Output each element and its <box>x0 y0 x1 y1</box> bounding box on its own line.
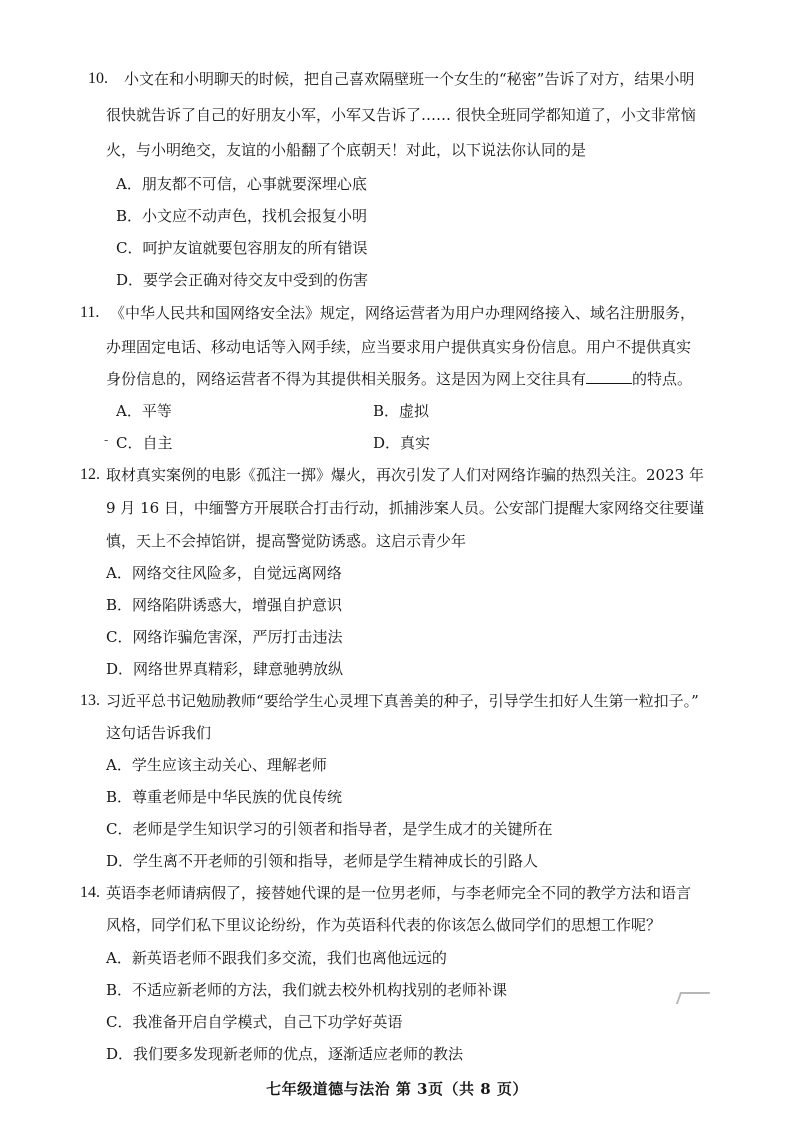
question-number: 14. <box>80 884 100 901</box>
question-stem-line: 慎，天上不会掉馅饼，提高警觉防诱惑。这启示青少年 <box>106 532 467 550</box>
option-c: C．呵护友谊就要包容朋友的所有错误 <box>116 239 368 257</box>
option-c: C．我准备开启自学模式，自己下功学好英语 <box>106 1013 403 1031</box>
page-footer: 七年级道德与法治 第 3页（共 8 页） <box>266 1080 528 1098</box>
option-d: D．网络世界真精彩，肆意驰骋放纵 <box>106 660 344 678</box>
question-stem-line: 取材真实案例的电影《孤注一掷》爆火，再次引发了人们对网络诈骗的热烈关注。2023 年 <box>106 466 704 484</box>
option-d: D．要学会正确对待交友中受到的伤害 <box>116 271 369 289</box>
question-stem-line <box>106 369 692 389</box>
option-c: C．网络诈骗危害深，严厉打击违法 <box>106 628 343 646</box>
option-a: A．朋友都不可信，心事就要深埋心底 <box>116 175 367 193</box>
question-stem-line: 火，与小明绝交，友谊的小船翻了个底朝天！对此，以下说法你认同的是 <box>106 141 587 159</box>
option-b: B．尊重老师是中华民族的优良传统 <box>106 788 343 806</box>
option-d: D．真实 <box>373 434 431 452</box>
question-stem-line: 这句话告诉我们 <box>106 724 212 742</box>
question-stem-line: 风格，同学们私下里议论纷纷，作为英语科代表的你该怎么做同学们的思想工作呢？ <box>106 916 662 934</box>
question-stem-line: 9 月 16 日，中缅警方开展联合打击行动，抓捕涉案人员。公安部门提醒大家网络交往要谨 <box>106 499 704 517</box>
question-number: 11. <box>80 304 100 321</box>
option-b: B．虚拟 <box>373 402 430 420</box>
question-stem-line: 习近平总书记勉励教师“要给学生心灵埋下真善美的种子，引导学生扣好人生第一粒扣子。” <box>106 692 699 710</box>
option-b: B．不适应新老师的方法，我们就去校外机构找别的老师补课 <box>106 981 508 999</box>
option-a: A．学生应该主动关心、理解老师 <box>106 756 327 774</box>
question-number: 13. <box>80 692 100 709</box>
option-a: A．平等 <box>116 402 172 420</box>
question-number: 12. <box>80 466 100 483</box>
option-c: C．老师是学生知识学习的引领者和指导者，是学生成才的关键所在 <box>106 820 553 838</box>
question-stem-line: 英语李老师请病假了，接替她代课的是一位男老师，与李老师完全不同的教学方法和语言 <box>106 884 692 902</box>
option-b: B．小文应不动声色，找机会报复小明 <box>116 207 368 225</box>
stray-pen-mark: - <box>104 433 109 448</box>
question-stem-line: 很快就告诉了自己的好朋友小军，小军又告诉了…… 很快全班同学都知道了，小文非常恼 <box>106 106 696 124</box>
option-d: D．我们要多发现新老师的优点，逐渐适应老师的教法 <box>106 1045 464 1063</box>
option-a: A．新英语老师不跟我们多交流，我们也离他远远的 <box>106 949 447 967</box>
option-a: A．网络交往风险多，自觉远离网络 <box>106 564 342 582</box>
question-stem-line: 《中华人民共和国网络安全法》规定，网络运营者为用户办理网络接入、域名注册服务， <box>110 304 696 322</box>
question-stem-line: 办理固定电话、移动电话等入网手续，应当要求用户提供真实身份信息。用户不提供真实 <box>106 338 692 356</box>
option-b: B．网络陷阱诱惑大，增强自护意识 <box>106 596 343 614</box>
option-c: C．自主 <box>116 434 173 452</box>
question-number: 10. <box>88 70 108 87</box>
question-stem-tail: 的特点。 <box>632 370 693 388</box>
option-d: D．学生离不开老师的引领和指导，老师是学生精神成长的引路人 <box>106 852 539 870</box>
scan-artifact <box>676 992 710 1004</box>
question-stem-line: 小文在和小明聊天的时候，把自己喜欢隔壁班一个女生的“秘密”告诉了对方，结果小明 <box>124 70 695 88</box>
question-stem-text: 身份信息的，网络运营者不得为其提供相关服务。这是因为网上交往具有 <box>106 370 587 388</box>
answer-blank <box>586 369 632 384</box>
